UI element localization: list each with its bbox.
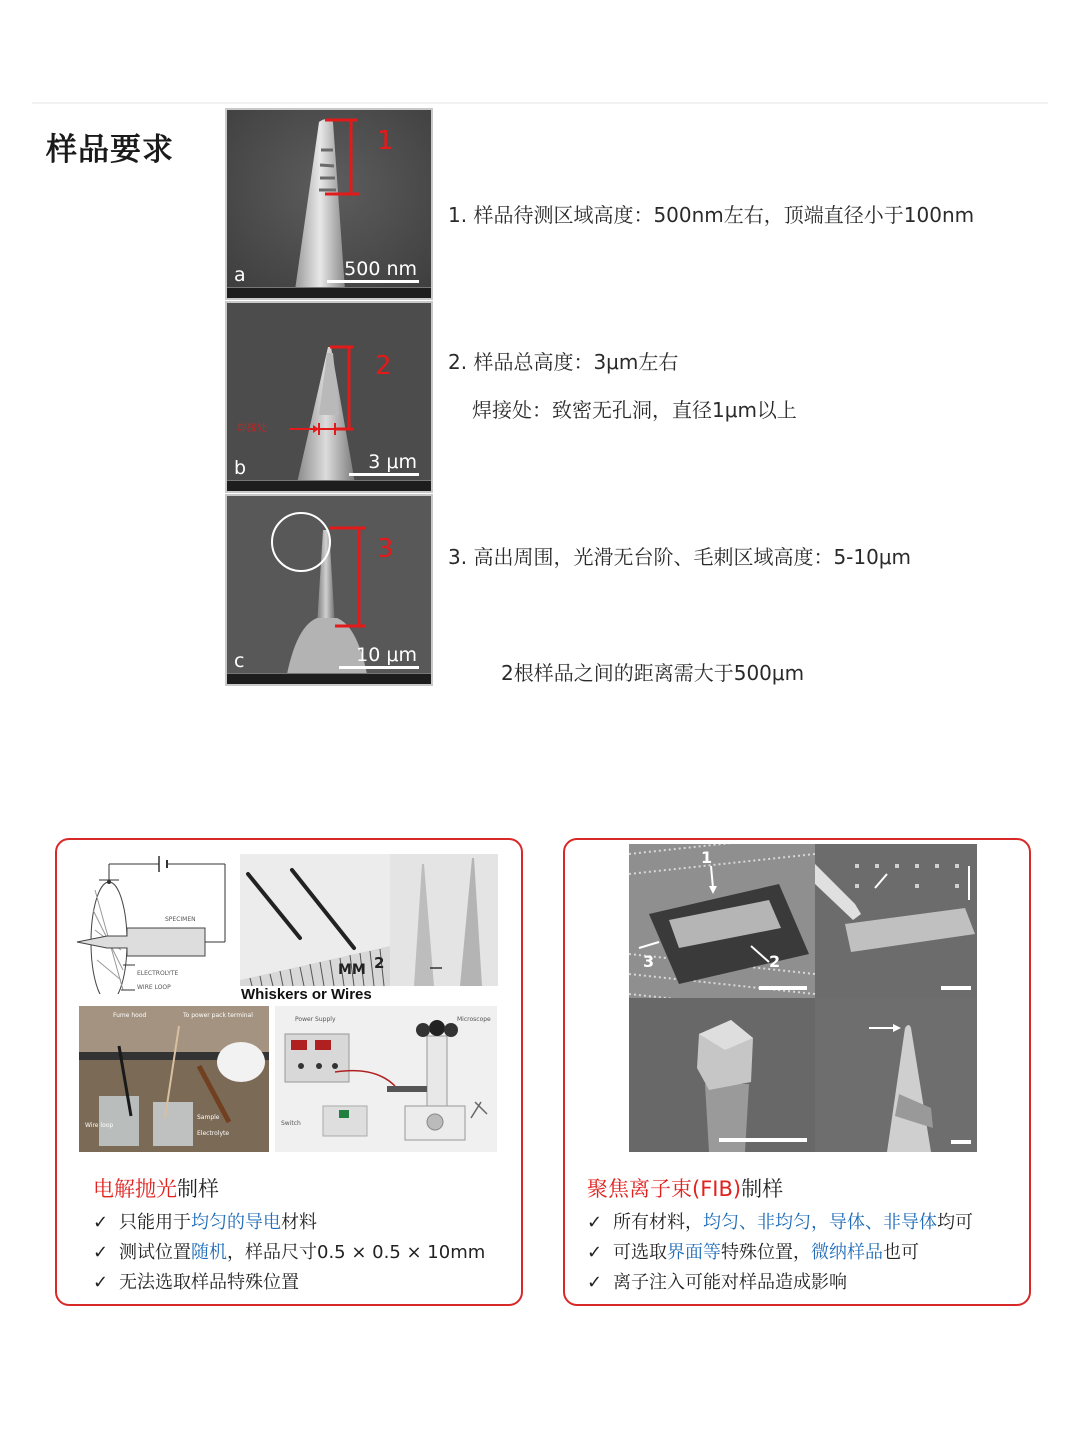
requirement-1: 1. 样品待测区域高度：500nm左右，顶端直径小于100nm — [448, 203, 975, 227]
scale-bar — [349, 473, 419, 476]
arrow-label-1: 1 — [701, 848, 713, 867]
microscope-label: Microscope — [457, 1016, 491, 1023]
requirement-3: 3. 高出周围，光滑无台阶、毛刺区域高度：5-10μm — [448, 545, 912, 569]
requirement-distance: 2根样品之间的距离需大于500μm — [501, 661, 805, 685]
check-icon: ✓ — [587, 1272, 603, 1293]
region-marker: 2 — [375, 351, 392, 381]
scale-bar — [327, 280, 419, 283]
power-supply-microscope-photo — [275, 1006, 497, 1152]
check-icon: ✓ — [93, 1242, 109, 1263]
requirement-2-weld: 焊接处：致密无孔洞，直径1μm以上 — [472, 398, 797, 422]
electropolish-title — [93, 1173, 219, 1203]
panel-letter: a — [234, 264, 246, 286]
sem-info-bar — [227, 480, 431, 491]
sem-info-bar — [227, 287, 431, 298]
ruler-number: 2 — [374, 954, 385, 972]
title-highlight: 聚焦离子束(FIB) — [587, 1177, 742, 1201]
panel-letter: c — [234, 650, 245, 672]
scale-label: 10 μm — [356, 644, 417, 666]
sem-info-bar — [227, 673, 431, 684]
arrow-label-3: 3 — [643, 952, 655, 971]
fib-title — [587, 1173, 783, 1203]
polishing-setup-photo — [79, 1006, 269, 1152]
panel-letter: b — [234, 457, 247, 479]
check-icon: ✓ — [587, 1242, 603, 1263]
scale-bar — [339, 666, 419, 669]
region-marker: 3 — [377, 534, 394, 564]
needle-sem-photo — [390, 854, 498, 986]
list-item: ✓ 所有材料，均匀、非均匀，导体、非导体均可 — [587, 1208, 973, 1238]
title-rest: 制样 — [741, 1177, 784, 1201]
check-icon: ✓ — [93, 1272, 109, 1293]
requirement-2: 2. 样品总高度：3μm左右 — [448, 350, 679, 374]
check-icon: ✓ — [93, 1212, 109, 1233]
fume-hood-label: Fume hood — [113, 1012, 147, 1019]
fib-bullets — [587, 1208, 973, 1298]
sem-panel-b — [225, 301, 433, 493]
title-rest: 制样 — [177, 1177, 219, 1201]
list-item: ✓ 离子注入可能对样品造成影响 — [587, 1268, 973, 1298]
switch-label: Switch — [281, 1120, 301, 1127]
sample-label: Sample — [197, 1114, 220, 1121]
top-divider — [32, 102, 1048, 104]
specimen-label: SPECIMEN — [165, 916, 196, 923]
electrolyte-photo-label: Electrolyte — [197, 1130, 230, 1137]
whiskers-caption: Whiskers or Wires — [241, 986, 372, 1003]
electropolish-schematic — [75, 850, 241, 994]
fib-tip-image — [815, 998, 977, 1152]
weld-label: 焊接处 — [237, 423, 267, 434]
region-marker: 1 — [377, 126, 394, 156]
fib-card — [563, 838, 1031, 1306]
whiskers-photo — [240, 854, 390, 986]
fib-mount-image — [629, 998, 815, 1152]
title-highlight: 电解抛光 — [93, 1177, 177, 1201]
sem-panel-c — [225, 494, 433, 686]
sem-panel-a — [225, 108, 433, 300]
section-title: 样品要求 — [46, 132, 174, 168]
electrolyte-label: ELECTROLYTE — [137, 970, 179, 977]
power-supply-label: Power Supply — [295, 1016, 336, 1023]
list-item: ✓ 只能用于均匀的导电材料 — [93, 1208, 485, 1238]
fib-trench-image — [629, 844, 815, 998]
scale-label: 500 nm — [344, 258, 417, 280]
arrow-label-2: 2 — [769, 952, 781, 971]
fib-liftout-image — [815, 844, 977, 998]
list-item: ✓ 测试位置随机，样品尺寸0.5 × 0.5 × 10mm — [93, 1238, 485, 1268]
electropolish-bullets — [93, 1208, 485, 1298]
wire-loop-photo-label: Wire loop — [85, 1122, 114, 1129]
wire-loop-label: WIRE LOOP — [137, 984, 171, 991]
list-item: ✓ 可选取界面等特殊位置，微纳样品也可 — [587, 1238, 973, 1268]
power-pack-label: To power pack terminal — [183, 1012, 253, 1019]
ruler-unit: MM — [338, 962, 366, 978]
check-icon: ✓ — [587, 1212, 603, 1233]
electropolish-card — [55, 838, 523, 1306]
scale-label: 3 μm — [368, 451, 417, 473]
list-item: ✓ 无法选取样品特殊位置 — [93, 1268, 485, 1298]
